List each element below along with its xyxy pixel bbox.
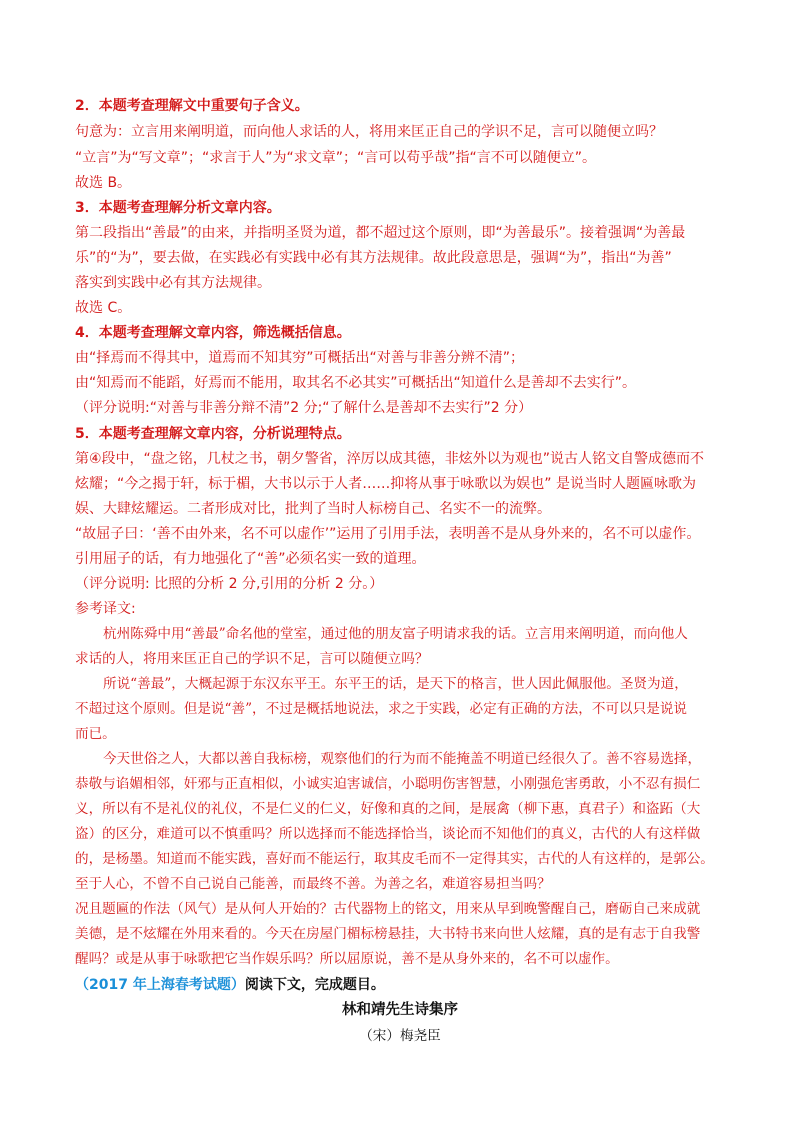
- translation-p2-line-3: 而已。: [75, 726, 116, 742]
- q5-heading: 5．本题考查理解文章内容，分析说理特点。: [75, 426, 351, 442]
- translation-p1-line-1: 杭州陈舜中用“善最”命名他的堂室，通过他的朋友富子明请求我的话。立言用来阐明道，而向他人: [103, 626, 688, 642]
- translation-p4-line-2: 美德，是不炫耀在外用来看的。今天在房屋门楣标榜悬挂，大书特书来向世人炫耀，真的是有志于自我警: [75, 926, 701, 942]
- translation-p4-line-1: 况且题匾的作法（风气）是从何人开始的？古代器物上的铭文，用来从早到晚警醒自己，磨砺自己来成就: [75, 901, 701, 917]
- q2-heading: 2．本题考查理解文中重要句子含义。: [75, 98, 309, 114]
- q3-heading: 3．本题考查理解分析文章内容。: [75, 200, 281, 216]
- author-line: （宋）梅尧臣: [359, 1028, 441, 1044]
- q4-heading: 4．本题考查理解文章内容，筛选概括信息。: [75, 325, 351, 341]
- translation-p3-line-3: 义，所以有不是礼仪的礼仪，不是仁义的仁义，好像和真的之间，是展禽（柳下惠，真君子）和盗跖（大: [75, 801, 701, 817]
- q2-line-3: 故选 B。: [75, 175, 132, 191]
- translation-p2-line-1: 所说“善最”，大概起源于东汉东平王。东平王的话，是天下的格言，世人因此佩服他。圣贤为道，: [103, 676, 688, 692]
- translation-p4-line-3: 醒吗？或是从事于咏歌把它当作娱乐吗？所以屈原说，善不是从身外来的，名不可以虚作。: [75, 951, 619, 967]
- q3-line-3: 落实到实践中必有其方法规律。: [75, 275, 271, 291]
- q4-line-1: 由“择焉而不得其中，道焉而不知其穷”可概括出“对善与非善分辨不清”；: [75, 350, 525, 366]
- q2-line-2: “立言”为“写文章”；“求言于人”为“求文章”；“言可以苟乎哉”指“言不可以随便立”。: [75, 150, 597, 166]
- poem-collection-title: 林和靖先生诗集序: [342, 1002, 458, 1018]
- q5-line-4: “故屈子曰：‘善不由外来，名不可以虚作’”运用了引用手法，表明善不是从身外来的，名不可以虚作。: [75, 526, 701, 542]
- q4-line-2: 由“知焉而不能蹈，好焉而不能用，取其名不必其实”可概括出“知道什么是善却不去实行”。: [75, 375, 637, 391]
- q4-line-3: （评分说明:“对善与非善分辩不清”2 分;“了解什么是善却不去实行”2 分）: [75, 400, 533, 416]
- q5-line-6: （评分说明: 比照的分析 2 分,引用的分析 2 分。）: [75, 576, 384, 592]
- q5-line-2: 炫耀；“今之揭于轩，标于楣，大书以示于人者……抑将从事于咏歌以为娱也” 是说当时人题匾咏歌为: [75, 476, 696, 492]
- q3-line-4: 故选 C。: [75, 300, 132, 316]
- q3-line-2: 乐”的“为”，要去做，在实践必有实践中必有其方法规律。故此段意思是，强调“为”，指出“为善”: [75, 250, 672, 266]
- q5-line-1: 第④段中，“盘之铭，几杖之书，朝夕警省，淬厉以成其德，非炫外以为观也”说古人铭文自警成德而不: [75, 451, 705, 467]
- q5-line-3: 娱、大肆炫耀运。二者形成对比，批判了当时人标榜自己、名实不一的流弊。: [75, 501, 551, 517]
- q2-line-1: 句意为：立言用来阐明道，而向他人求话的人，将用来匡正自己的学识不足，言可以随便立吗？: [75, 124, 663, 140]
- translation-p2-line-2: 不超过这个原则。但是说“善”，不过是概括地说法，求之于实践，必定有正确的方法，不可以只是说说: [75, 701, 688, 717]
- translation-heading: 参考译文:: [75, 601, 136, 617]
- q5-line-5: 引用屈子的话，有力地强化了“善”必须名实一致的道理。: [75, 551, 426, 567]
- translation-p3-line-6: 至于人心，不曾不自己说自己能善，而最终不善。为善之名，难道容易担当吗？: [75, 876, 551, 892]
- q3-line-1: 第二段指出“善最”的由来，并指明圣贤为道，都不超过这个原则，即“为善最乐”。接着强调“为善最: [75, 225, 686, 241]
- translation-p3-line-5: 的，是杨墨。知道而不能实践，喜好而不能运行，取其皮毛而不一定得其实，古代的人有这样的，是郭公。: [75, 851, 714, 867]
- translation-p3-line-2: 恭敬与谄媚相邻，奸邪与正直相似，小诚实迫害诚信，小聪明伤害智慧，小刚强危害勇敢，小不忍有损仁: [75, 776, 701, 792]
- translation-p3-line-1: 今天世俗之人，大都以善自我标榜，观察他们的行为而不能掩盖不明道已经很久了。善不容易选择，: [103, 751, 702, 767]
- next-question-prompt: [75, 975, 385, 995]
- translation-p3-line-4: 盗）的区分，难道可以不慎重吗？所以选择而不能选择恰当，谈论而不知他们的真义，古代的人有这样做: [75, 826, 701, 842]
- translation-p1-line-2: 求话的人，将用来匡正自己的学识不足，言可以随便立吗？: [75, 651, 429, 667]
- question-instruction: 阅读下文，完成题目。: [244, 977, 385, 993]
- question-source: （2017 年上海春考试题）: [75, 977, 245, 993]
